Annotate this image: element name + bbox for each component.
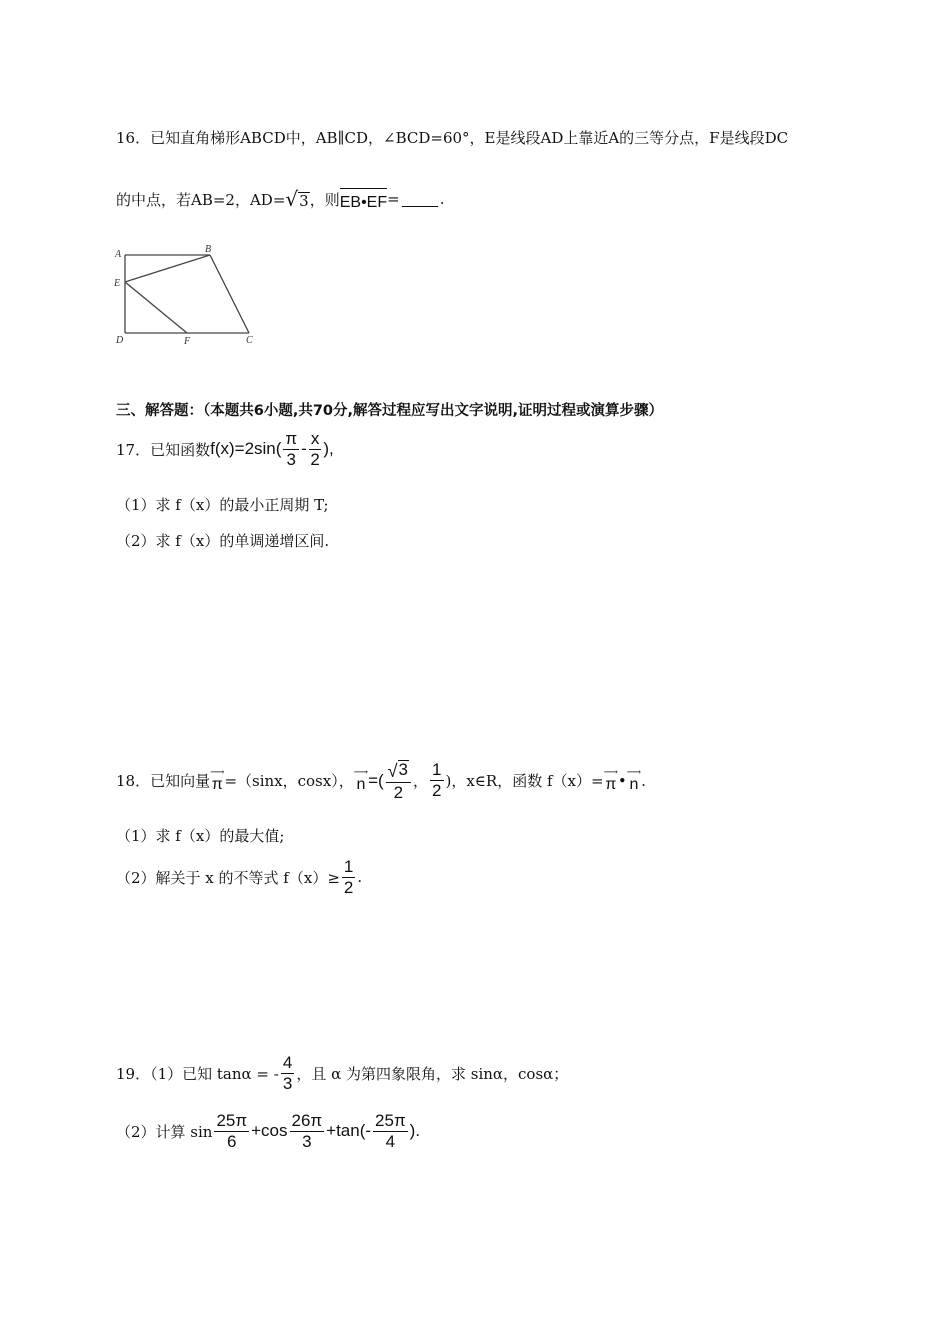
- minus-sign: -: [301, 439, 307, 459]
- vector-n: [353, 766, 369, 793]
- q17-intro: 17．已知函数: [116, 440, 211, 459]
- q18-part1: （1）求 f（x）的最大值;: [116, 827, 285, 845]
- label-d: D: [116, 335, 124, 346]
- q17-func-post: ),: [323, 439, 334, 459]
- q18-part2-pre: （2）解关于 x 的不等式 f（x）≥: [116, 868, 340, 887]
- frac-num: 25π: [375, 1111, 406, 1130]
- sqrt-3: [388, 760, 409, 780]
- sqrt-value: 3: [299, 191, 309, 210]
- frac-den: 2: [343, 877, 354, 897]
- frac-num: 26π: [291, 1111, 323, 1130]
- vector-symbol: π: [211, 775, 223, 793]
- segment-eb: [125, 255, 210, 282]
- vector-arrow-icon: ⟶: [603, 766, 618, 778]
- q16-line2-mid: ，则: [309, 190, 340, 209]
- frac-den: 2: [310, 449, 320, 469]
- fraction-x-over-2: [309, 430, 322, 469]
- fraction-25pi-over-6: [214, 1112, 249, 1151]
- frac-num: x: [310, 429, 320, 448]
- vector-m: [210, 766, 225, 793]
- plus-tan: +tan(-: [326, 1121, 372, 1141]
- vector-symbol: n: [629, 775, 639, 793]
- frac-den: 2: [432, 781, 442, 801]
- vector-arrow-icon: ⟶: [353, 766, 369, 778]
- vector-n: [626, 766, 642, 793]
- radical-sign-icon: √: [285, 187, 299, 211]
- sqrt-3: [285, 189, 309, 209]
- vector-symbol: π: [605, 775, 617, 793]
- sqrt-value: 3: [398, 760, 409, 779]
- q16-line1: 16．已知直角梯形ABCD中，AB∥CD，∠BCD=60°，E是线段AD上靠近A的三等分点，F是线段DC: [116, 129, 789, 147]
- label-a: A: [115, 249, 122, 260]
- q17-part1: （1）求 f（x）的最小正周期 T;: [116, 496, 329, 514]
- fraction-1-over-2: [342, 858, 355, 897]
- label-f: F: [184, 336, 191, 347]
- label-c: C: [246, 335, 253, 346]
- section-3-heading: 三、解答题：（本题共6小题,共70分,解答过程应写出文字说明,证明过程或演算步骤）: [116, 403, 664, 419]
- q18-part2: [116, 858, 362, 897]
- frac-den: 3: [286, 449, 297, 469]
- label-b: B: [205, 244, 212, 255]
- q19-part2: [116, 1112, 420, 1151]
- frac-den: 4: [385, 1131, 396, 1151]
- frac-den: 3: [302, 1131, 312, 1151]
- q19-part2-end: ).: [409, 1121, 421, 1141]
- segment-bc: [210, 255, 249, 333]
- q19-part2-pre: （2）计算 sin: [116, 1122, 213, 1141]
- frac-num: 1: [343, 857, 354, 876]
- vector-eb-ef: [340, 186, 387, 212]
- fraction-pi-over-3: [283, 430, 299, 469]
- dot-operator: •: [617, 771, 627, 790]
- frac-den: 6: [227, 1131, 237, 1151]
- fraction-4-over-3: [281, 1054, 294, 1093]
- q18-stem: [116, 760, 646, 801]
- fraction-25pi-over-4: [373, 1112, 408, 1151]
- fraction-1-over-2: [430, 761, 443, 800]
- frac-num: π: [285, 429, 298, 448]
- q19-part1-pre: 19．（1）已知 tanα = -: [116, 1064, 279, 1083]
- frac-num: 4: [282, 1053, 293, 1072]
- vector-arrow-icon: ⟶: [210, 766, 225, 778]
- q16-line2: [116, 186, 444, 212]
- label-e: E: [114, 278, 121, 289]
- vector-overline-icon: [340, 188, 387, 189]
- q18-n-eq: =(: [368, 770, 384, 790]
- fraction-26pi-over-3: [290, 1112, 325, 1151]
- q18-m-def: =（sinx，cosx），: [224, 772, 354, 791]
- equals-sign: =: [387, 190, 400, 208]
- comma: ，: [413, 772, 429, 791]
- answer-blank: [402, 192, 438, 207]
- q19-part1-post: ，且 α 为第四象限角，求 sinα，cosα；: [296, 1064, 569, 1083]
- vector-symbol: n: [356, 775, 366, 793]
- frac-num: 1: [432, 760, 442, 780]
- q17-stem: [116, 430, 334, 469]
- q18-intro: 18．已知向量: [116, 772, 211, 791]
- q19-part1: [116, 1054, 568, 1093]
- q17-func-pre: f(x)=2sin(: [210, 439, 282, 459]
- q18-n-post: )，x∈R，函数 f（x）=: [445, 772, 604, 791]
- q17-part2: （2）求 f（x）的单调递增区间.: [116, 532, 330, 550]
- segment-ef: [125, 282, 187, 333]
- vector-m: [603, 766, 618, 793]
- vector-arrow-icon: ⟶: [626, 766, 642, 778]
- vector-expression: EB•EF: [339, 194, 388, 211]
- plus-cos: +cos: [251, 1121, 288, 1141]
- period: .: [357, 868, 363, 887]
- q16-line2-pre: 的中点，若AB=2，AD=: [116, 190, 286, 209]
- frac-den: 3: [282, 1073, 293, 1093]
- frac-num: [386, 760, 411, 783]
- radical-sign-icon: √: [387, 760, 398, 781]
- period: .: [641, 771, 646, 790]
- frac-den: 2: [393, 782, 404, 802]
- trapezoid-figure: [112, 240, 262, 348]
- fraction-sqrt3-over-2: [386, 760, 411, 801]
- period: .: [439, 190, 445, 208]
- frac-num: 25π: [216, 1111, 248, 1130]
